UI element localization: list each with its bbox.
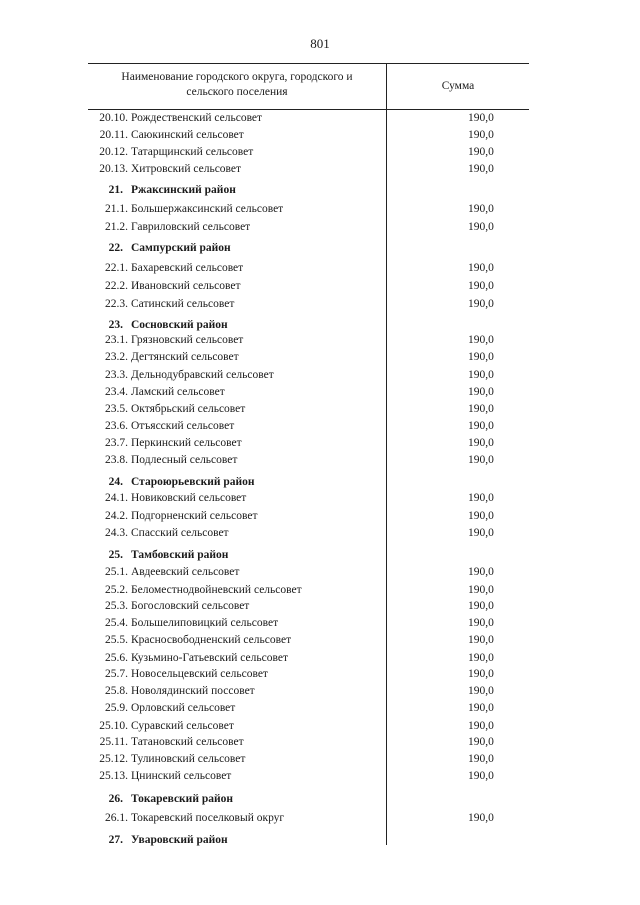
table-row xyxy=(0,666,640,682)
amount-value: 190,0 xyxy=(468,634,494,646)
settlement-name: Дегтянский сельсовет xyxy=(131,351,239,363)
amount-value: 190,0 xyxy=(468,566,494,578)
row-number: 25.3. xyxy=(105,600,128,612)
table-row xyxy=(0,401,640,417)
settlement-name: Подгорненский сельсовет xyxy=(131,510,258,522)
table-row xyxy=(0,564,640,580)
table-row xyxy=(0,452,640,468)
page-number: 801 xyxy=(310,36,330,51)
amount-value: 190,0 xyxy=(468,702,494,714)
row-number: 22.1. xyxy=(105,262,128,274)
row-number: 20.10. xyxy=(99,112,128,124)
table-row xyxy=(0,810,640,826)
table-row xyxy=(0,751,640,767)
settlement-name: Новиковский сельсовет xyxy=(131,492,247,504)
district-heading-row xyxy=(0,317,640,333)
table-row xyxy=(0,110,640,126)
settlement-name: Тулиновский сельсовет xyxy=(131,753,246,765)
row-number: 25.9. xyxy=(105,702,128,714)
row-number: 23. xyxy=(108,319,123,331)
table-row xyxy=(0,718,640,734)
amount-value: 190,0 xyxy=(468,163,494,175)
row-number: 25.8. xyxy=(105,685,128,697)
amount-value: 190,0 xyxy=(468,736,494,748)
settlement-name: Хитровский сельсовет xyxy=(131,163,242,175)
table-row xyxy=(0,525,640,541)
amount-value: 190,0 xyxy=(468,770,494,782)
settlement-name: Грязновский сельсовет xyxy=(131,334,244,346)
settlement-name: Новосельцевский сельсовет xyxy=(131,668,268,680)
column-header-name xyxy=(88,70,386,100)
table-row xyxy=(0,734,640,750)
row-number: 25.13. xyxy=(99,770,128,782)
table-row xyxy=(0,367,640,383)
settlement-name: Токаревский поселковый округ xyxy=(131,812,285,824)
row-number: 21.1. xyxy=(105,203,128,215)
row-number: 27. xyxy=(108,834,123,846)
row-number: 23.6. xyxy=(105,420,128,432)
district-heading-row xyxy=(0,182,640,198)
table-row xyxy=(0,418,640,434)
row-number: 23.7. xyxy=(105,437,128,449)
district-heading-row xyxy=(0,791,640,807)
row-number: 26. xyxy=(108,793,123,805)
amount-value: 190,0 xyxy=(468,617,494,629)
row-number: 25.7. xyxy=(105,668,128,680)
column-header-sum: Сумма xyxy=(441,80,475,92)
table-row xyxy=(0,490,640,506)
settlement-name: Бахаревский сельсовет xyxy=(131,262,244,274)
district-heading-row xyxy=(0,474,640,490)
amount-value: 190,0 xyxy=(468,527,494,539)
settlement-name: Цнинский сельсовет xyxy=(131,770,232,782)
amount-value: 190,0 xyxy=(468,403,494,415)
settlement-name: Спасский сельсовет xyxy=(131,527,229,539)
row-number: 21.2. xyxy=(105,221,128,233)
amount-value: 190,0 xyxy=(468,437,494,449)
table-row xyxy=(0,260,640,276)
row-number: 20.13. xyxy=(99,163,128,175)
district-name: Староюрьевский район xyxy=(131,476,255,488)
settlement-name: Татарщинский сельсовет xyxy=(131,146,254,158)
settlement-name: Кузьмино-Гатьевский сельсовет xyxy=(131,652,288,664)
row-number: 25. xyxy=(108,549,123,561)
amount-value: 190,0 xyxy=(468,386,494,398)
row-number: 23.8. xyxy=(105,454,128,466)
amount-value: 190,0 xyxy=(468,668,494,680)
table-row xyxy=(0,508,640,524)
settlement-name: Саюкинский сельсовет xyxy=(131,129,244,141)
settlement-name: Богословский сельсовет xyxy=(131,600,250,612)
district-name: Сампурский район xyxy=(131,242,231,254)
row-number: 24.1. xyxy=(105,492,128,504)
amount-value: 190,0 xyxy=(468,753,494,765)
row-number: 20.12. xyxy=(99,146,128,158)
table-row xyxy=(0,278,640,294)
table-row xyxy=(0,615,640,631)
amount-value: 190,0 xyxy=(468,369,494,381)
row-number: 20.11. xyxy=(99,129,128,141)
amount-value: 190,0 xyxy=(468,298,494,310)
amount-value: 190,0 xyxy=(468,334,494,346)
settlement-name: Большелиповицкий сельсовет xyxy=(131,617,279,629)
row-number: 24.3. xyxy=(105,527,128,539)
table-row xyxy=(0,582,640,598)
row-number: 25.10. xyxy=(99,720,128,732)
amount-value: 190,0 xyxy=(468,812,494,824)
amount-value: 190,0 xyxy=(468,112,494,124)
row-number: 22.2. xyxy=(105,280,128,292)
table-top-rule xyxy=(88,63,529,64)
settlement-name: Авдеевский сельсовет xyxy=(131,566,240,578)
row-number: 25.11. xyxy=(99,736,128,748)
table-row xyxy=(0,219,640,235)
settlement-name: Сатинский сельсовет xyxy=(131,298,235,310)
amount-value: 190,0 xyxy=(468,510,494,522)
amount-value: 190,0 xyxy=(468,280,494,292)
settlement-name: Отъясский сельсовет xyxy=(131,420,235,432)
amount-value: 190,0 xyxy=(468,454,494,466)
amount-value: 190,0 xyxy=(468,720,494,732)
row-number: 25.1. xyxy=(105,566,128,578)
district-heading-row xyxy=(0,832,640,848)
table-row xyxy=(0,296,640,312)
district-heading-row xyxy=(0,240,640,256)
row-number: 26.1. xyxy=(105,812,128,824)
amount-value: 190,0 xyxy=(468,652,494,664)
table-row xyxy=(0,768,640,784)
table-row xyxy=(0,598,640,614)
settlement-name: Орловский сельсовет xyxy=(131,702,236,714)
settlement-name: Беломестнодвойневский сельсовет xyxy=(131,584,302,596)
row-number: 23.3. xyxy=(105,369,128,381)
amount-value: 190,0 xyxy=(468,262,494,274)
amount-value: 190,0 xyxy=(468,584,494,596)
amount-value: 190,0 xyxy=(468,600,494,612)
table-row xyxy=(0,700,640,716)
table-row xyxy=(0,632,640,648)
table-row xyxy=(0,384,640,400)
table-row xyxy=(0,349,640,365)
row-number: 25.5. xyxy=(105,634,128,646)
district-name: Ржаксинский район xyxy=(131,184,236,196)
table-row xyxy=(0,683,640,699)
row-number: 25.6. xyxy=(105,652,128,664)
amount-value: 190,0 xyxy=(468,203,494,215)
district-heading-row xyxy=(0,547,640,563)
row-number: 22. xyxy=(108,242,123,254)
row-number: 24. xyxy=(108,476,123,488)
settlement-name: Подлесный сельсовет xyxy=(131,454,238,466)
settlement-name: Новолядинский поссовет xyxy=(131,685,255,697)
table-row xyxy=(0,144,640,160)
table-row xyxy=(0,435,640,451)
district-name: Тамбовский район xyxy=(131,549,229,561)
table-row xyxy=(0,650,640,666)
amount-value: 190,0 xyxy=(468,685,494,697)
row-number: 23.4. xyxy=(105,386,128,398)
settlement-name: Гавриловский сельсовет xyxy=(131,221,251,233)
amount-value: 190,0 xyxy=(468,420,494,432)
table-row xyxy=(0,127,640,143)
row-number: 23.5. xyxy=(105,403,128,415)
row-number: 23.2. xyxy=(105,351,128,363)
settlement-name: Дельнодубравский сельсовет xyxy=(131,369,274,381)
row-number: 25.12. xyxy=(99,753,128,765)
row-number: 22.3. xyxy=(105,298,128,310)
row-number: 25.4. xyxy=(105,617,128,629)
row-number: 23.1. xyxy=(105,334,128,346)
settlement-name: Суравский сельсовет xyxy=(131,720,234,732)
settlement-name: Татановский сельсовет xyxy=(131,736,244,748)
amount-value: 190,0 xyxy=(468,221,494,233)
district-name: Уваровский район xyxy=(131,834,228,846)
column-header-name-line2: сельского поселения xyxy=(186,86,288,98)
row-number: 24.2. xyxy=(105,510,128,522)
amount-value: 190,0 xyxy=(468,351,494,363)
amount-value: 190,0 xyxy=(468,492,494,504)
settlement-name: Ивановский сельсовет xyxy=(131,280,241,292)
row-number: 25.2. xyxy=(105,584,128,596)
settlement-name: Октябрьский сельсовет xyxy=(131,403,246,415)
column-header-name-line1: Наименование городского округа, городского и xyxy=(121,71,353,83)
settlement-name: Ламский сельсовет xyxy=(131,386,225,398)
settlement-name: Рождественский сельсовет xyxy=(131,112,263,124)
table-row xyxy=(0,332,640,348)
settlement-name: Большержаксинский сельсовет xyxy=(131,203,284,215)
table-row xyxy=(0,161,640,177)
row-number: 21. xyxy=(108,184,123,196)
settlement-name: Перкинский сельсовет xyxy=(131,437,242,449)
amount-value: 190,0 xyxy=(468,146,494,158)
district-name: Сосновский район xyxy=(131,319,228,331)
settlement-name: Красносвободненский сельсовет xyxy=(131,634,292,646)
amount-value: 190,0 xyxy=(468,129,494,141)
table-row xyxy=(0,201,640,217)
district-name: Токаревский район xyxy=(131,793,233,805)
